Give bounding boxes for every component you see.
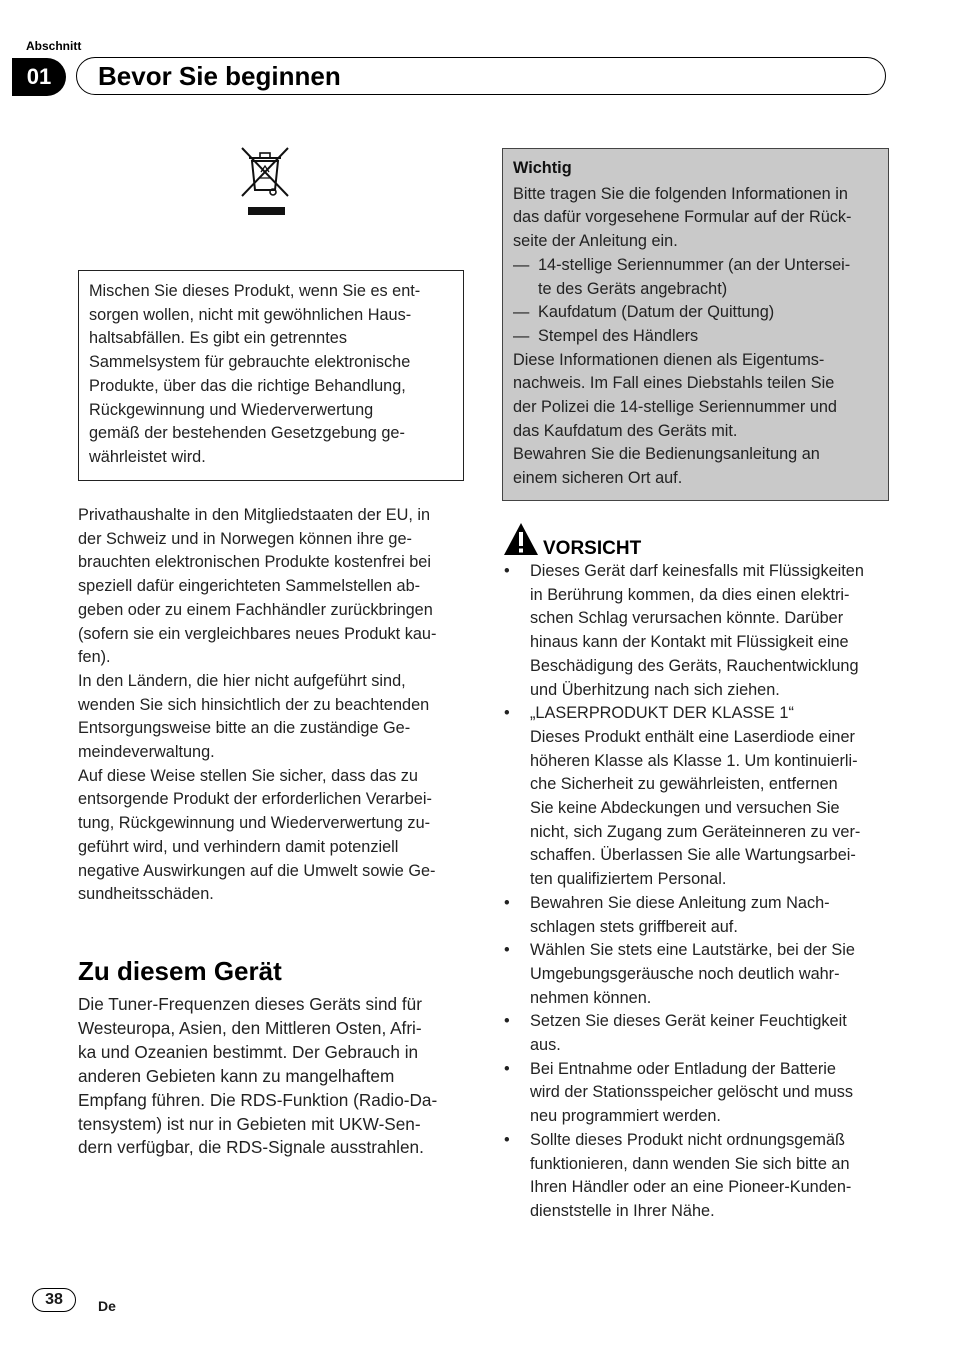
text-line: Westeuropa, Asien, den Mittleren Osten, Afri- — [78, 1017, 422, 1038]
text-line: Auf diese Weise stellen Sie sicher, dass das zu — [78, 766, 418, 785]
section-number-badge: 01 — [12, 58, 66, 96]
text-line: wenden Sie sich hinsichtlich der zu beachtenden — [78, 695, 430, 714]
text-line: hinaus kann der Kontakt mit Flüssigkeit eine — [530, 633, 849, 652]
text-line: nehmen können. — [530, 988, 652, 1007]
disposal-line: Sammelsystem für gebrauchte elektronische — [89, 353, 411, 372]
text-line: Wählen Sie stets eine Lautstärke, bei der Sie — [530, 941, 855, 960]
text-line: funktionieren, dann wenden Sie sich bitte an — [530, 1154, 850, 1173]
text-line: 14-stellige Seriennummer (an der Untersei- — [538, 255, 851, 274]
page-number: 38 — [32, 1288, 76, 1312]
list-item — [502, 939, 890, 1010]
dash-marker: — — [513, 326, 530, 345]
text-line: schen Schlag verursachen könnte. Darüber — [530, 609, 844, 628]
text-line: Setzen Sie dieses Gerät keiner Feuchtigkeit — [530, 1012, 847, 1031]
text-line: ten qualifiziertem Personal. — [530, 870, 727, 889]
text-line: „LASERPRODUKT DER KLASSE 1“ — [530, 704, 794, 723]
text-line: entsorgende Produkt der erforderlichen Verarbei- — [78, 790, 432, 809]
disposal-line: haltsabfällen. Es gibt ein getrenntes — [89, 329, 347, 348]
disposal-line: währleistet wird. — [89, 447, 206, 466]
caution-label: VORSICHT — [543, 538, 642, 559]
list-item — [502, 1058, 890, 1129]
text-line: der Schweiz und in Norwegen können ihre ge- — [78, 529, 412, 548]
text-line: Dieses Produkt enthält eine Laserdiode einer — [530, 727, 855, 746]
text-line: einem sicheren Ort auf. — [513, 469, 683, 488]
disposal-info-text — [78, 504, 464, 907]
text-line: der Polizei die 14-stellige Seriennummer und — [513, 398, 837, 417]
text-line: fen). — [78, 648, 111, 667]
bullet-marker: • — [504, 704, 510, 723]
dash-list-item — [513, 325, 878, 349]
text-line: Stempel des Händlers — [538, 326, 699, 345]
text-line: tensystem) ist nur in Gebieten mit UKW-Sen- — [78, 1113, 421, 1134]
text-line: meindeverwaltung. — [78, 743, 215, 762]
text-line: Entsorgungsweise bitte an die zuständige Ge- — [78, 719, 411, 738]
text-line: negative Auswirkungen auf die Umwelt sowie Ge- — [78, 861, 436, 880]
text-line: geführt wird, und verhindern damit potenziell — [78, 837, 399, 856]
list-item — [502, 892, 890, 939]
text-line: In den Ländern, die hier nicht aufgeführt sind, — [78, 671, 406, 690]
text-line: Diese Informationen dienen als Eigentums- — [513, 350, 825, 369]
text-line: Empfang führen. Die RDS-Funktion (Radio-Da- — [78, 1089, 438, 1110]
dash-marker: — — [513, 303, 530, 322]
text-line: Bewahren Sie die Bedienungsanleitung an — [513, 445, 820, 464]
language-code: De — [98, 1298, 116, 1314]
caution-heading — [503, 521, 641, 561]
text-line: Kaufdatum (Datum der Quittung) — [538, 303, 775, 322]
text-line: ka und Ozeanien bestimmt. Der Gebrauch in — [78, 1041, 419, 1062]
list-item — [502, 1129, 890, 1224]
crossed-out-wheelie-bin-icon — [238, 144, 292, 220]
warning-triangle-icon — [503, 522, 539, 561]
bullet-marker: • — [504, 1012, 510, 1031]
list-item — [502, 702, 890, 892]
text-line: Sollte dieses Produkt nicht ordnungsgemäß — [530, 1130, 845, 1149]
text-line: aus. — [530, 1036, 561, 1055]
text-line: in Berührung kommen, da dies einen elektri- — [530, 585, 850, 604]
disposal-line: Produkte, über das die richtige Behandlung, — [89, 376, 406, 395]
text-line: Die Tuner-Frequenzen dieses Geräts sind für — [78, 994, 422, 1014]
bullet-marker: • — [504, 1059, 510, 1078]
text-line: nicht, sich Zugang zum Geräteinneren zu ver- — [530, 822, 861, 841]
text-line: das Kaufdatum des Geräts mit. — [513, 421, 738, 440]
dash-marker: — — [513, 255, 530, 274]
page-title: Bevor Sie beginnen — [98, 61, 341, 91]
important-notice-box — [502, 148, 889, 501]
text-line: Ihren Händler oder an eine Pioneer-Kunden- — [530, 1178, 852, 1197]
device-description-text — [78, 993, 464, 1160]
important-title: Wichtig — [513, 159, 572, 177]
list-item — [502, 560, 890, 702]
disposal-line: Rückgewinnung und Wiederverwertung — [89, 400, 374, 419]
bullet-marker: • — [504, 562, 510, 580]
text-line: Dieses Gerät darf keinesfalls mit Flüssigkeiten — [530, 562, 864, 580]
text-line: Beschädigung des Geräts, Rauchentwicklung — [530, 656, 859, 675]
text-line: dienststelle in Ihrer Nähe. — [530, 1201, 715, 1220]
text-line: Bei Entnahme oder Entladung der Batterie — [530, 1059, 836, 1078]
list-item — [502, 1010, 890, 1057]
disposal-notice-box — [78, 270, 464, 481]
text-line: dern verfügbar, die RDS-Signale ausstrahlen. — [78, 1137, 424, 1158]
text-line: Bitte tragen Sie die folgenden Informationen in — [513, 184, 848, 203]
disposal-line: sorgen wollen, nicht mit gewöhnlichen Haus- — [89, 305, 412, 324]
section-heading-device: Zu diesem Gerät — [78, 956, 282, 986]
text-line: schaffen. Überlassen Sie alle Wartungsarbei- — [530, 846, 856, 865]
text-line: und Überhitzung nach sich ziehen. — [530, 680, 780, 699]
text-line: Sie keine Abdeckungen und versuchen Sie — [530, 799, 840, 818]
text-line: nachweis. Im Fall eines Diebstahls teilen Sie — [513, 374, 835, 393]
text-line: schlagen stets griffbereit auf. — [530, 917, 738, 936]
dash-list-item — [513, 301, 878, 325]
text-line: che Sicherheit zu gewährleisten, entfernen — [530, 775, 838, 794]
text-line: tung, Rückgewinnung und Wiederverwertung zu- — [78, 814, 431, 833]
text-line: geben oder zu einem Fachhändler zurückbringen — [78, 600, 433, 619]
text-line: seite der Anleitung ein. — [513, 232, 678, 251]
text-line: speziell dafür eingerichteten Sammelstellen ab- — [78, 577, 421, 596]
dash-list-item — [513, 254, 878, 301]
text-line: sundheitsschäden. — [78, 885, 214, 904]
bullet-marker: • — [504, 1130, 510, 1149]
text-line: höheren Klasse als Klasse 1. Um kontinuierli- — [530, 751, 858, 770]
text-line: wird der Stationsspeicher gelöscht und muss — [530, 1083, 854, 1102]
caution-list — [502, 560, 890, 1224]
disposal-line: gemäß der bestehenden Gesetzgebung ge- — [89, 424, 405, 443]
text-line: das dafür vorgesehene Formular auf der Rück- — [513, 208, 852, 227]
text-line: Privathaushalte in den Mitgliedstaaten der EU, in — [78, 506, 431, 524]
section-label: Abschnitt — [26, 39, 82, 53]
disposal-line: Mischen Sie dieses Produkt, wenn Sie es ent- — [89, 282, 421, 300]
bullet-marker: • — [504, 893, 510, 912]
text-line: neu programmiert werden. — [530, 1107, 721, 1126]
bullet-marker: • — [504, 941, 510, 960]
text-line: Umgebungsgeräusche noch deutlich wahr- — [530, 964, 840, 983]
text-line: anderen Gebieten kann zu mangelhaftem — [78, 1065, 395, 1086]
text-line: Bewahren Sie diese Anleitung zum Nach- — [530, 893, 830, 912]
text-line: (sofern sie ein vergleichbares neues Produkt kau- — [78, 624, 437, 643]
text-line: brauchten elektronischen Produkte kostenfrei bei — [78, 553, 431, 572]
text-line: te des Geräts angebracht) — [538, 279, 728, 298]
